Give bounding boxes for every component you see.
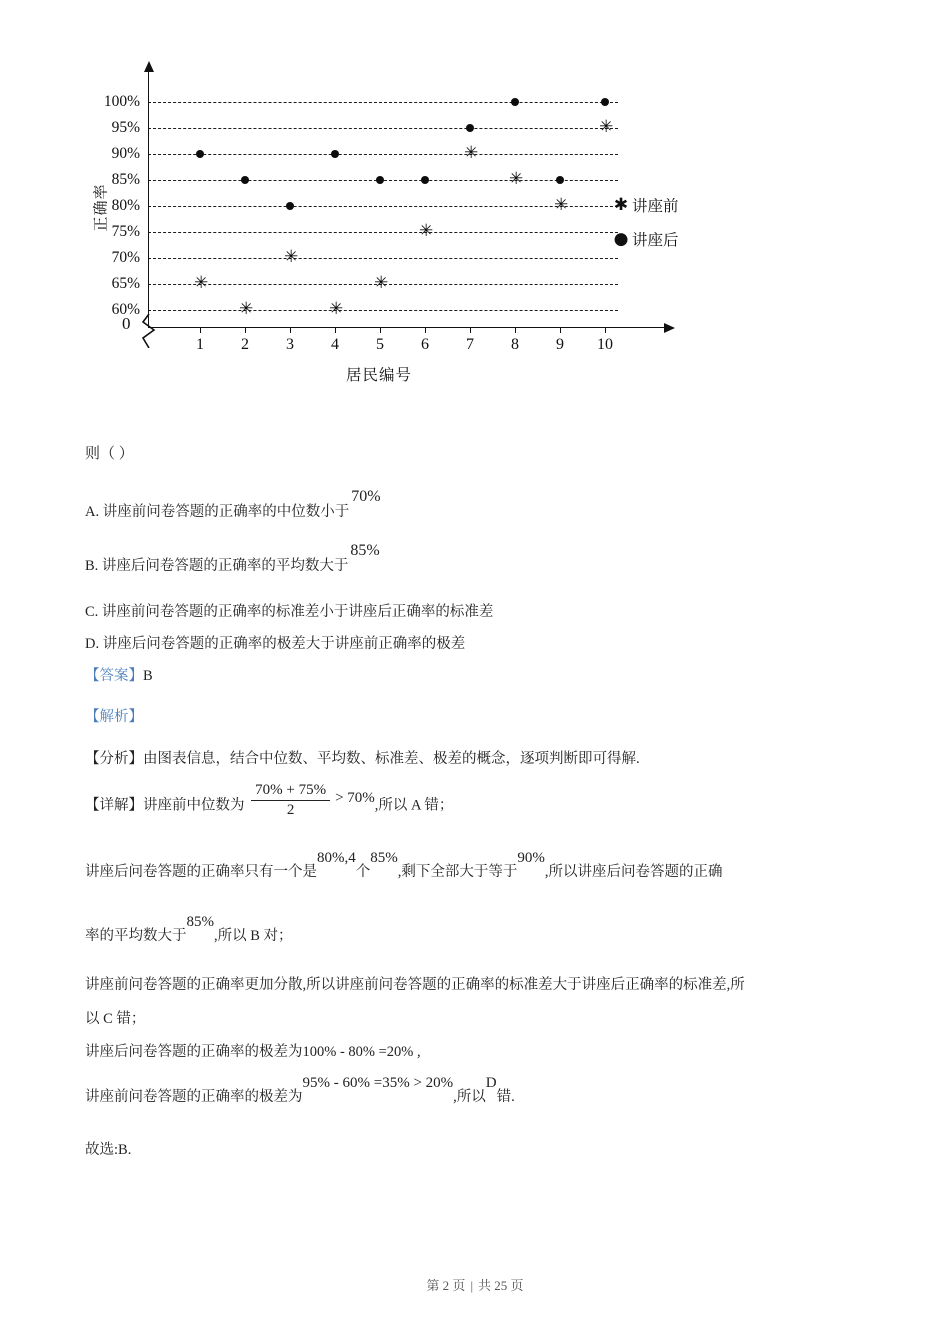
solution-conclusion: 故选:B. xyxy=(85,1142,132,1159)
option-a-text: 讲座前问卷答题的正确率的中位数小于 xyxy=(102,503,350,520)
data-point-after-6 xyxy=(421,176,429,184)
fenxi-label: 【分析】 xyxy=(85,750,143,767)
line7-part-c: 错. xyxy=(496,1088,515,1105)
data-point-after-7 xyxy=(466,124,474,132)
origin-label: 0 xyxy=(122,314,131,333)
x-tick xyxy=(605,327,606,333)
data-point-after-9 xyxy=(556,176,564,184)
data-point-after-2 xyxy=(241,176,249,184)
y-tick-label: 65% xyxy=(111,275,140,292)
line7-part-b: ,所以 xyxy=(453,1088,486,1105)
x-tick xyxy=(380,327,381,333)
x-tick-label: 8 xyxy=(511,336,519,353)
gridline xyxy=(148,232,618,233)
y-tick-label: 100% xyxy=(103,93,140,110)
xiangjie-lead: 讲座前中位数为 xyxy=(143,797,245,814)
gridline xyxy=(148,310,618,311)
fenxi-text: 由图表信息，结合中位数、平均数、标准差、极差的概念，逐项判断即可得解. xyxy=(143,750,640,767)
y-tick-label: 75% xyxy=(111,223,140,240)
line7-range-expression: 95% - 60% =35% > 20% xyxy=(302,1075,454,1092)
solution-line-7 xyxy=(85,1077,875,1111)
x-tick xyxy=(245,327,246,333)
line7-option-d: D xyxy=(485,1075,497,1092)
data-point-after-8 xyxy=(511,98,519,106)
data-point-before-2: ✳ xyxy=(239,299,254,319)
x-axis-title: 居民编号 xyxy=(346,367,413,384)
question-stem: 则（ ） xyxy=(85,446,134,462)
x-tick xyxy=(425,327,426,333)
x-tick-label: 2 xyxy=(241,336,249,353)
y-axis-arrow-icon xyxy=(144,61,154,72)
y-tick-label: 70% xyxy=(111,249,140,266)
x-tick xyxy=(515,327,516,333)
xiangjie-tail: ,所以 A 错； xyxy=(374,797,454,814)
line3-value-85: 85% xyxy=(186,914,214,931)
line7-part-a: 讲座前问卷答题的正确率的极差为 xyxy=(85,1088,303,1105)
y-tick-label: 90% xyxy=(111,145,140,162)
gridline xyxy=(148,258,618,259)
footer-current-page: 第 2 页 xyxy=(426,1278,466,1293)
xiangjie-paragraph xyxy=(85,782,875,826)
legend-item-before xyxy=(610,188,740,222)
legend-item-after xyxy=(610,222,740,256)
option-c-letter: C. xyxy=(85,603,99,620)
solution-line-2 xyxy=(85,849,875,886)
y-tick-label: 60% xyxy=(111,301,140,318)
y-axis-title: 正确率 xyxy=(93,183,110,232)
option-a-letter: A. xyxy=(85,503,100,520)
x-axis-line xyxy=(148,327,664,328)
x-tick-label: 7 xyxy=(466,336,474,353)
data-point-after-5 xyxy=(376,176,384,184)
y-tick-label: 80% xyxy=(111,197,140,214)
answer-value: B xyxy=(143,667,153,684)
line2-part-b: 个 xyxy=(355,863,371,880)
page-footer xyxy=(0,1275,950,1294)
scatter-chart xyxy=(85,48,735,388)
data-point-before-7: ✳ xyxy=(464,143,479,163)
line2-part-c: ,剩下全部大于等于 xyxy=(397,863,518,880)
x-tick xyxy=(200,327,201,333)
line2-value-85: 85% xyxy=(370,849,398,866)
x-tick-label: 10 xyxy=(597,336,613,353)
xiangjie-label: 【详解】 xyxy=(85,797,143,814)
option-c xyxy=(85,599,875,625)
answer-line xyxy=(85,663,875,691)
option-a xyxy=(85,487,875,539)
footer-total-pages: 共 25 页 xyxy=(478,1278,524,1293)
y-tick-label: 95% xyxy=(111,119,140,136)
solution-line-4: 讲座前问卷答题的正确率更加分散,所以讲座前问卷答题的正确率的标准差大于讲座后正确率的标准差,所 xyxy=(85,977,745,994)
gridline xyxy=(148,102,618,103)
line2-value-90: 90% xyxy=(517,849,545,866)
option-d-text: 讲座后问卷答题的正确率的极差大于讲座前正确率的极差 xyxy=(102,635,466,652)
gridline xyxy=(148,154,618,155)
option-b xyxy=(85,541,875,593)
axis-break-icon xyxy=(141,314,157,348)
data-point-after-3 xyxy=(286,202,294,210)
x-tick xyxy=(290,327,291,333)
x-tick-label: 9 xyxy=(556,336,564,353)
median-fraction xyxy=(251,781,330,820)
x-tick-label: 6 xyxy=(421,336,429,353)
legend-label-before: 讲座前 xyxy=(632,198,679,215)
data-point-before-10: ✳ xyxy=(599,117,614,137)
gridline xyxy=(148,128,618,129)
chart-legend xyxy=(610,188,740,256)
data-point-after-4 xyxy=(331,150,339,158)
star-marker-icon: ✱ xyxy=(613,195,629,215)
line3-part-a: 率的平均数大于 xyxy=(85,927,187,944)
x-tick-label: 3 xyxy=(286,336,294,353)
solution-line-6: 讲座后问卷答题的正确率的极差为100% - 80% =20% , xyxy=(85,1044,421,1061)
fraction-denominator: 2 xyxy=(286,801,295,818)
x-tick-label: 1 xyxy=(196,336,204,353)
x-tick xyxy=(560,327,561,333)
legend-label-after: 讲座后 xyxy=(632,232,679,249)
x-tick xyxy=(470,327,471,333)
data-point-before-3: ✳ xyxy=(284,247,299,267)
option-b-text: 讲座后问卷答题的正确率的平均数大于 xyxy=(101,557,349,574)
data-point-after-1 xyxy=(196,150,204,158)
solution-line-3 xyxy=(85,916,875,950)
data-point-before-1: ✳ xyxy=(194,273,209,293)
option-c-text: 讲座前问卷答题的正确率的标准差小于讲座后正确率的标准差 xyxy=(101,603,494,620)
fraction-numerator: 70% + 75% xyxy=(251,781,330,801)
data-point-before-9: ✳ xyxy=(554,195,569,215)
fenxi-paragraph xyxy=(85,746,875,774)
option-d-letter: D. xyxy=(85,635,100,652)
data-point-before-5: ✳ xyxy=(374,273,389,293)
option-d xyxy=(85,631,875,657)
line2-part-d: ,所以讲座后问卷答题的正确 xyxy=(544,863,723,880)
x-tick xyxy=(335,327,336,333)
solution-line-5: 以 C 错； xyxy=(85,1010,146,1027)
line3-part-b: ,所以 B 对； xyxy=(214,927,293,944)
y-axis-line xyxy=(148,72,149,327)
option-a-value: 70% xyxy=(351,487,381,505)
answer-label: 【答案】 xyxy=(85,667,143,684)
footer-separator: | xyxy=(470,1278,474,1293)
line2-value-80: 80%,4 xyxy=(317,849,356,866)
option-b-letter: B. xyxy=(85,557,99,574)
analysis-heading xyxy=(85,704,875,732)
dot-marker-icon: ● xyxy=(613,229,629,249)
gridline xyxy=(148,206,618,207)
analysis-label: 【解析】 xyxy=(85,709,143,726)
data-point-after-10 xyxy=(601,98,609,106)
x-tick-label: 5 xyxy=(376,336,384,353)
y-tick-label: 85% xyxy=(111,171,140,188)
option-b-value: 85% xyxy=(350,541,380,559)
fraction-comparison: > 70% xyxy=(335,789,375,806)
data-point-before-8: ✳ xyxy=(509,169,524,189)
question-and-solution xyxy=(85,440,875,1171)
data-point-before-6: ✳ xyxy=(419,221,434,241)
data-point-before-4: ✳ xyxy=(329,299,344,319)
x-tick-label: 4 xyxy=(331,336,339,353)
line2-part-a: 讲座后问卷答题的正确率只有一个是 xyxy=(85,863,317,880)
x-axis-arrow-icon xyxy=(664,323,675,333)
